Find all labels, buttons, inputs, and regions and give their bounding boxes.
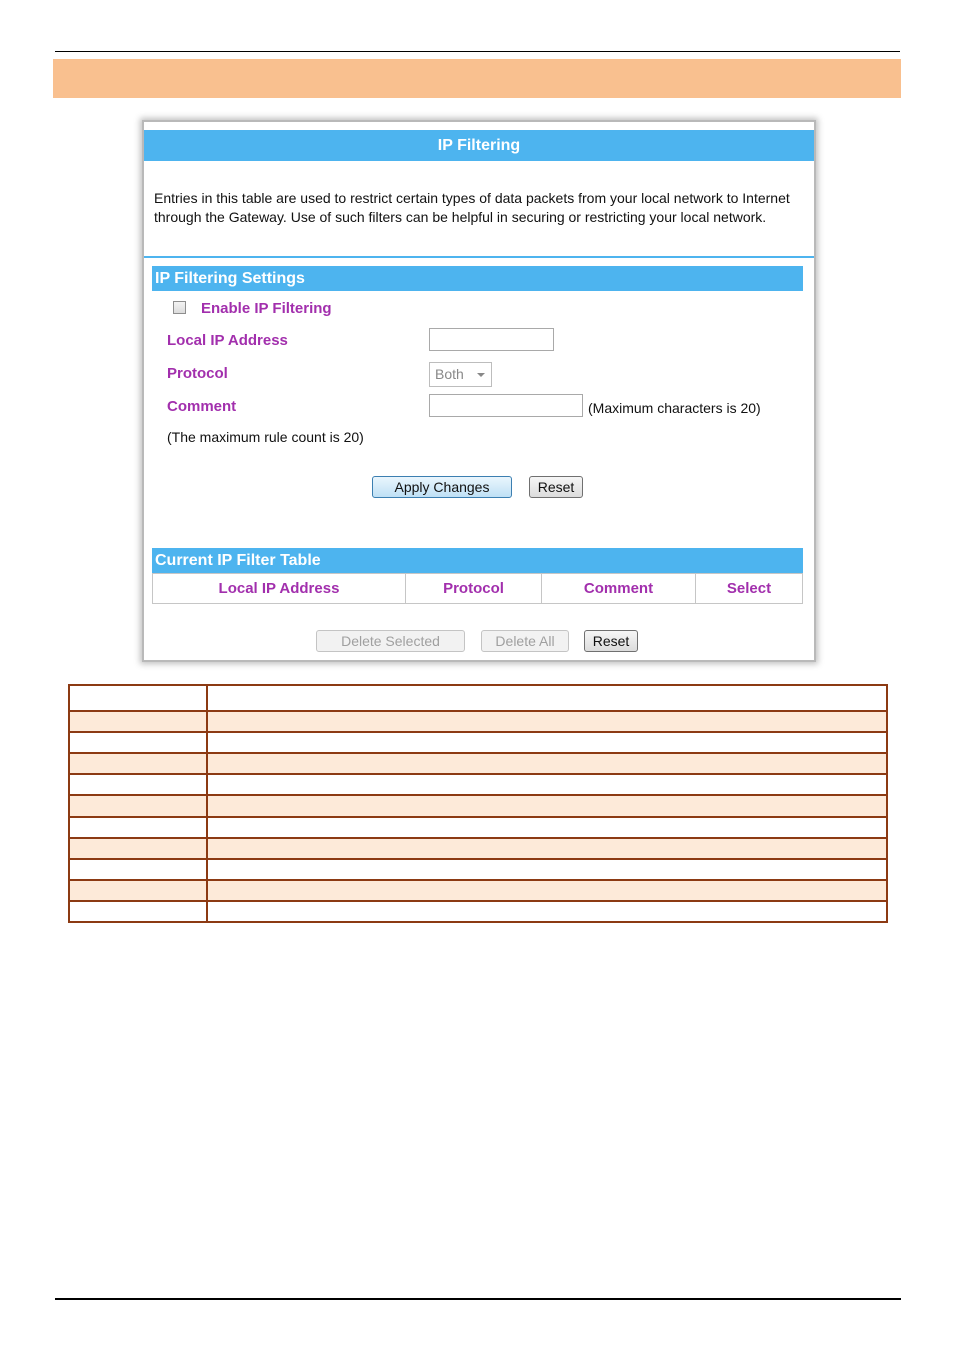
apply-changes-button[interactable]: Apply Changes: [372, 476, 512, 498]
header-band: [53, 59, 901, 98]
panel-description: Entries in this table are used to restrict certain types of data packets from your local network to Internet through the Gateway. Use of such filters can be helpful in securing or restricting your local network.: [154, 190, 790, 225]
page-bottom-rule: [55, 1298, 901, 1300]
table-row: [70, 818, 886, 839]
ip-filter-table: [152, 573, 803, 604]
local-ip-input[interactable]: [429, 328, 554, 351]
enable-ip-filtering-checkbox[interactable]: [173, 301, 186, 314]
column-header-protocol: Protocol: [405, 573, 542, 604]
comment-label: Comment: [167, 398, 237, 415]
table-row: [70, 902, 886, 921]
rule-count-note: (The maximum rule count is 20): [167, 429, 364, 445]
chevron-down-icon: [477, 373, 485, 377]
settings-reset-button[interactable]: Reset: [529, 476, 583, 498]
description-table: [68, 684, 888, 923]
filter-table-section-title: Current IP Filter Table: [152, 548, 803, 573]
table-row: [70, 881, 886, 902]
table-row: [70, 775, 886, 796]
table-reset-button[interactable]: Reset: [584, 630, 638, 652]
ip-filtering-panel: [142, 120, 816, 662]
local-ip-label: Local IP Address: [167, 332, 288, 349]
protocol-select[interactable]: [429, 362, 492, 387]
delete-selected-button[interactable]: Delete Selected: [316, 630, 465, 652]
delete-all-button[interactable]: Delete All: [481, 630, 569, 652]
panel-divider: [144, 256, 814, 258]
page-top-rule: [55, 51, 900, 52]
comment-input[interactable]: [429, 394, 583, 417]
table-row: [70, 712, 886, 733]
panel-title: IP Filtering: [144, 130, 814, 161]
table-row: [70, 839, 886, 860]
protocol-select-value: Both: [435, 366, 464, 382]
table-row: [70, 860, 886, 881]
comment-hint: (Maximum characters is 20): [588, 400, 761, 416]
column-header-comment: Comment: [541, 573, 696, 604]
table-row: [70, 733, 886, 754]
column-header-select: Select: [695, 573, 803, 604]
settings-section-title: IP Filtering Settings: [152, 266, 803, 291]
table-row: [70, 796, 886, 818]
table-row: [70, 686, 886, 712]
enable-ip-filtering-label: Enable IP Filtering: [201, 300, 332, 317]
table-row: [70, 754, 886, 775]
protocol-label: Protocol: [167, 365, 228, 382]
column-header-local-ip: Local IP Address: [152, 573, 406, 604]
